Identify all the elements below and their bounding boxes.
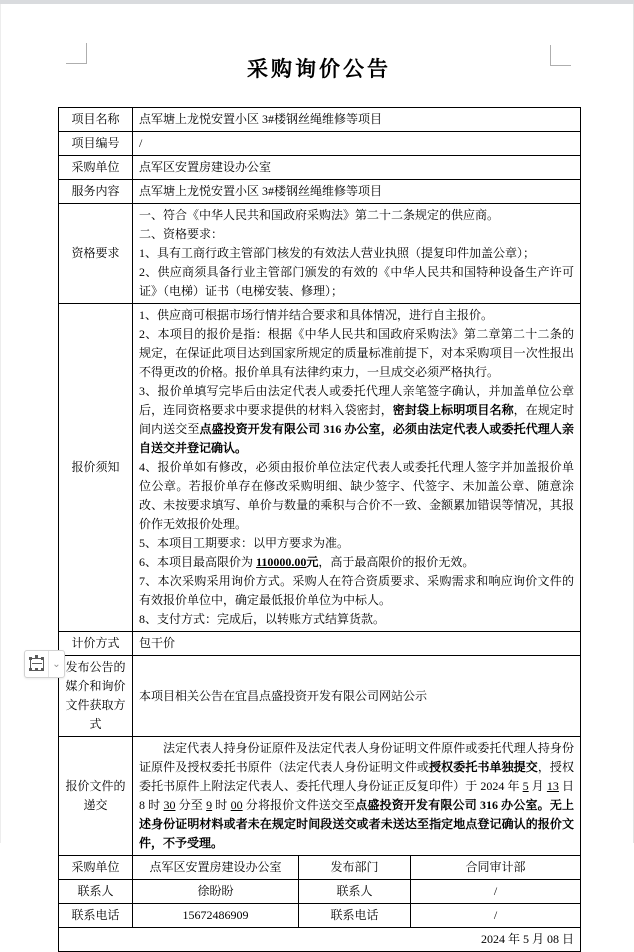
document-content <box>58 0 580 952</box>
footer-contact-label: 联系人 <box>59 880 133 904</box>
table-row <box>59 304 581 632</box>
quote-notes-item: 4、报价单如有修改，必须由报价单位法定代表人或委托代理人签字并加盖报价单位公章。若报价单存在修改采购明细、缺少签字、代签字、未加盖公章、随意涂改、未按要求填写、单价与数量的乘积与合价不一致、金额累加错误等情况，其报价作无效报价处理。 <box>139 460 575 531</box>
table-row <box>59 108 581 132</box>
project-name-value: 点军塘上龙悦安置小区 3#楼钢丝绳维修等项目 <box>133 108 581 132</box>
quote-notes-label: 报价须知 <box>59 304 133 632</box>
footer-purchaser-value: 点军区安置房建设办公室 <box>133 856 299 880</box>
table-tools-dropdown[interactable] <box>48 651 64 677</box>
quote-notes-item: 1、供应商可根据市场行情并结合要求和具体情况，进行自主报价。 <box>139 308 494 322</box>
service-content-label: 服务内容 <box>59 180 133 204</box>
table-row <box>59 132 581 156</box>
table-row <box>59 928 581 952</box>
footer-phone-value: 15672486909 <box>133 904 299 928</box>
project-number-value: / <box>133 132 581 156</box>
table-row <box>59 656 581 737</box>
table-tools-widget[interactable] <box>24 650 65 678</box>
pricing-method-label: 计价方式 <box>59 632 133 656</box>
table-row <box>59 856 581 880</box>
table-select-button[interactable] <box>25 651 48 677</box>
table-row <box>59 204 581 304</box>
qualification-text <box>133 204 581 304</box>
media-value: 本项目相关公告在宜昌点盛投资开发有限公司网站公示 <box>133 656 581 737</box>
table-row <box>59 880 581 904</box>
pricing-method-value: 包干价 <box>133 632 581 656</box>
submission-label: 报价文件的递交 <box>59 737 133 856</box>
notice-table <box>58 107 581 952</box>
qualification-label: 资格要求 <box>59 204 133 304</box>
footer-dept-value: 合同审计部 <box>411 856 581 880</box>
qualification-line: 1、具有工商行政主管部门核发的有效法人营业执照（提复印件加盖公章）； <box>139 246 536 260</box>
purchaser-value: 点军区安置房建设办公室 <box>133 156 581 180</box>
footer-phone2-value: / <box>411 904 581 928</box>
table-row <box>59 737 581 856</box>
footer-contact2-label: 联系人 <box>299 880 411 904</box>
qualification-line: 一、符合《中华人民共和国政府采购法》第二十二条规定的供应商。 <box>139 208 500 222</box>
purchaser-label: 采购单位 <box>59 156 133 180</box>
qualification-line: 2、供应商须具备行业主管部门颁发的有效的《中华人民共和国特种设备生产许可证》（电梯）证书（电梯安装、修理）； <box>139 265 575 298</box>
footer-contact-value: 徐盼盼 <box>133 880 299 904</box>
table-row <box>59 156 581 180</box>
table-row <box>59 632 581 656</box>
table-row <box>59 180 581 204</box>
footer-purchaser-label: 采购单位 <box>59 856 133 880</box>
quote-notes-item: 7、本次采购采用询价方式。采购人在符合资质要求、采购需求和响应询价文件的有效报价单位中，确定最低报价单位为中标人。 <box>139 574 575 607</box>
project-number-label: 项目编号 <box>59 132 133 156</box>
submission-text <box>133 737 581 856</box>
qualification-line: 二、资格要求： <box>139 227 224 241</box>
footer-phone-label: 联系电话 <box>59 904 133 928</box>
quote-notes-item: 5、本项目工期要求：以甲方要求为准。 <box>139 536 350 550</box>
quote-notes-item: 8、支付方式：完成后，以转账方式结算货款。 <box>139 612 386 626</box>
quote-notes-item: 2、本项目的报价是指：根据《中华人民共和国政府采购法》第二章第二十二条的规定，在保证此项目达到国家所规定的质量标准前提下，对本采购项目一次性报出不得更改的价格。报价单具有法律约束力，一旦成交必须严格执行。 <box>139 327 575 379</box>
footer-dept-label: 发布部门 <box>299 856 411 880</box>
quote-notes-text <box>133 304 581 632</box>
media-label: 发布公告的媒介和询价文件获取方式 <box>59 656 133 737</box>
table-row <box>59 904 581 928</box>
submission-paragraph: 法定代表人持身份证原件及法定代表人身份证明文件原件或委托代理人持身份证原件及授权委托书原件（法定代表人身份证明文件或授权委托书单独提交，授权委托书原件上附法定代表人、委托代理人身份证正反复印件）于 2024 年 5 月 13 日 8 时 30 分至 9 时 00 分将报价文件送交至点盛投资开发有限公司 316 办公室。无上述身份证明材料或者未在规定时间段送交或者未送达至指定地点登记确认的报价文件，不予受理。 <box>139 741 575 850</box>
project-name-label: 项目名称 <box>59 108 133 132</box>
footer-contact2-value: / <box>411 880 581 904</box>
chevron-down-icon: ⌄ <box>52 658 61 670</box>
quote-notes-item: 3、报价单填写完毕后由法定代表人或委托代理人亲笔签字确认，并加盖单位公章后，连同资格要求中要求提供的材料入袋密封，密封袋上标明项目名称，在规定时间内送交至点盛投资开发有限公司 316 办公室，必须由法定代表人或委托代理人亲自送交并登记确认。 <box>139 384 575 455</box>
table-frame-icon <box>30 658 44 671</box>
footer-phone2-label: 联系电话 <box>299 904 411 928</box>
quote-notes-item: 6、本项目最高限价为 110000.00元，高于最高限价的报价无效。 <box>139 555 475 569</box>
page-title: 采购询价公告 <box>247 57 391 81</box>
service-content-value: 点军塘上龙悦安置小区 3#楼钢丝绳维修等项目 <box>133 180 581 204</box>
announcement-date: 2024 年 5 月 08 日 <box>59 928 581 952</box>
